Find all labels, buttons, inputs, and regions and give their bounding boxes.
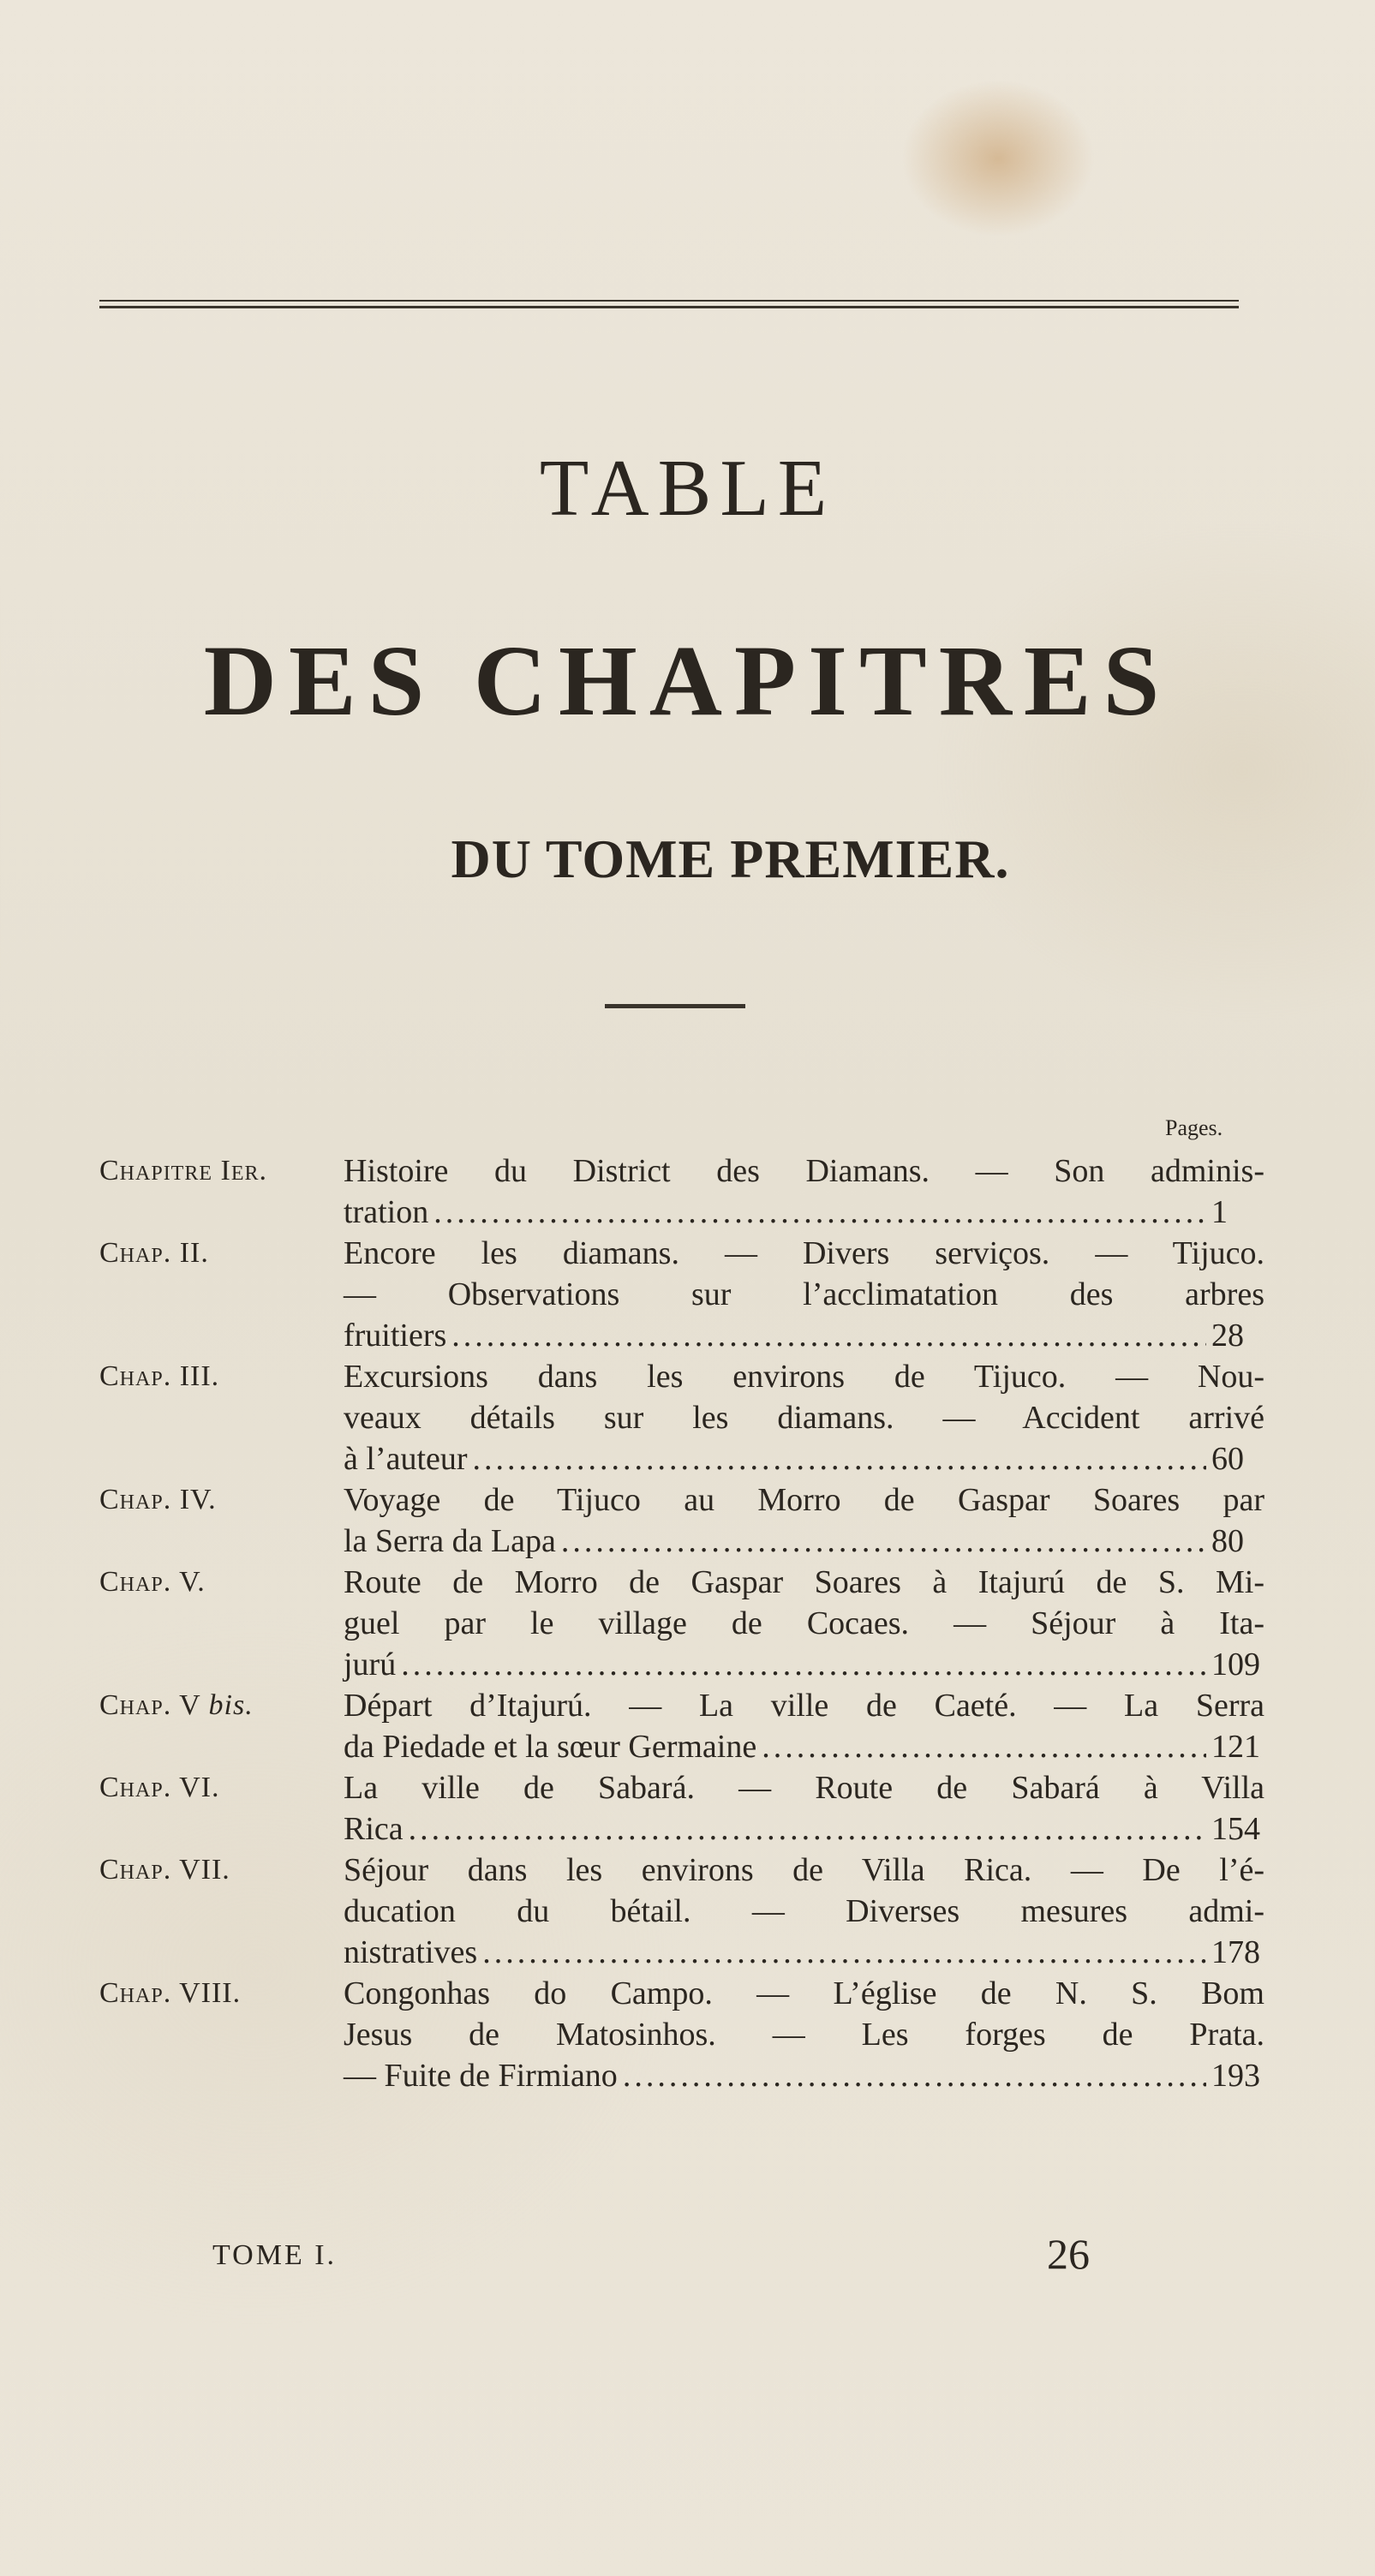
description-last-line	[344, 1521, 1264, 1562]
chapter-description	[344, 1767, 1264, 1850]
description-line: ducation du bétail. — Diverses mesures admi-	[344, 1893, 1264, 1929]
dot-leader	[473, 1438, 1206, 1479]
dot-leader	[433, 1192, 1206, 1233]
chapter-label-italic: bis.	[208, 1689, 254, 1721]
description-line: guel par le village de Cocaes. — Séjour à Ita-	[344, 1605, 1264, 1641]
description-last-line	[344, 1808, 1264, 1850]
dot-leader	[451, 1315, 1206, 1356]
chapter-description	[344, 1685, 1264, 1767]
toc-entry	[99, 1356, 1264, 1479]
chapter-description	[344, 1850, 1264, 1973]
title-des-chapitres: DES CHAPITRES	[203, 625, 1172, 737]
footer-volume-label: TOME I.	[212, 2239, 338, 2271]
chapter-label: Chapitre Ier.	[99, 1155, 267, 1186]
description-line: — Observations sur l’acclimatation des arbres	[344, 1276, 1264, 1312]
page-number: 28	[1211, 1318, 1244, 1354]
page-number: 1	[1211, 1194, 1228, 1230]
description-line-end: fruitiers	[344, 1318, 447, 1354]
short-divider-rule	[605, 1004, 745, 1008]
dot-leader	[762, 1726, 1206, 1767]
footer-signature-mark: 26	[1047, 2230, 1090, 2278]
page-number: 121	[1211, 1729, 1260, 1765]
chapter-description	[344, 1479, 1264, 1562]
description-last-line	[344, 1438, 1264, 1479]
description-line-end: da Piedade et la sœur Germaine	[344, 1729, 757, 1765]
chapter-description	[344, 1973, 1264, 2096]
chapter-label	[99, 1685, 254, 1726]
chapter-description	[344, 1151, 1264, 1233]
page-number: 178	[1211, 1934, 1260, 1970]
dot-leader	[482, 1932, 1206, 1973]
description-last-line	[344, 1932, 1264, 1973]
toc-entry	[99, 1479, 1264, 1562]
pages-column-label: Pages.	[1165, 1115, 1223, 1140]
dot-leader	[401, 1644, 1206, 1685]
toc-entry	[99, 1850, 1264, 1973]
page-number: 154	[1211, 1811, 1260, 1847]
description-last-line	[344, 1192, 1264, 1233]
chapter-label: Chap. VII.	[99, 1854, 230, 1886]
description-last-line	[344, 1644, 1264, 1685]
chapter-label: Chap. VIII.	[99, 1977, 242, 2009]
description-line: Voyage de Tijuco au Morro de Gaspar Soares par	[344, 1482, 1264, 1518]
description-line: Route de Morro de Gaspar Soares à Itajurú de S. Mi-	[344, 1564, 1264, 1600]
table-of-contents	[99, 1151, 1264, 2096]
chapter-label: Chap. VI.	[99, 1772, 220, 1803]
description-line-end: — Fuite de Firmiano	[344, 2058, 618, 2094]
page-number: 109	[1211, 1647, 1260, 1682]
description-line-end: tration	[344, 1194, 429, 1230]
page-number: 60	[1211, 1441, 1244, 1477]
description-line: Congonhas do Campo. — L’église de N. S. Bom	[344, 1975, 1264, 2011]
chapter-label: Chap. IV.	[99, 1484, 217, 1515]
chapter-label: Chap. III.	[99, 1360, 220, 1392]
description-last-line	[344, 2055, 1264, 2096]
toc-entry	[99, 1151, 1264, 1233]
description-last-line	[344, 1315, 1264, 1356]
title-table: TABLE	[539, 444, 836, 533]
description-line: Jesus de Matosinhos. — Les forges de Prata.	[344, 2017, 1264, 2053]
dot-leader	[409, 1808, 1206, 1850]
toc-entry	[99, 1562, 1264, 1685]
chapter-description	[344, 1562, 1264, 1685]
title-du-tome-premier: DU TOME PREMIER.	[451, 828, 1010, 889]
description-line: La ville de Sabará. — Route de Sabará à Villa	[344, 1770, 1264, 1806]
page-number: 80	[1211, 1523, 1244, 1559]
toc-entry	[99, 1767, 1264, 1850]
description-line: Excursions dans les environs de Tijuco. — Nou-	[344, 1359, 1264, 1395]
description-line-end: à l’auteur	[344, 1441, 468, 1477]
description-line: veaux détails sur les diamans. — Accident arrivé	[344, 1400, 1264, 1436]
chapter-description	[344, 1233, 1264, 1356]
description-line-end: la Serra da Lapa	[344, 1523, 556, 1559]
chapter-label: Chap. V.	[99, 1566, 206, 1598]
description-line-end: nistratives	[344, 1934, 478, 1970]
dot-leader	[623, 2055, 1206, 2096]
top-double-rule	[99, 300, 1239, 308]
dot-leader	[561, 1521, 1206, 1562]
toc-entry	[99, 1685, 1264, 1767]
description-line-end: jurú	[344, 1647, 397, 1682]
description-line: Histoire du District des Diamans. — Son adminis-	[344, 1153, 1264, 1189]
description-last-line	[344, 1726, 1264, 1767]
description-line: Séjour dans les environs de Villa Rica. — De l’é-	[344, 1852, 1264, 1888]
toc-entry	[99, 1233, 1264, 1356]
description-line: Départ d’Itajurú. — La ville de Caeté. — La Serra	[344, 1688, 1264, 1724]
toc-entry	[99, 1973, 1264, 2096]
chapter-description	[344, 1356, 1264, 1479]
description-line-end: Rica	[344, 1811, 404, 1847]
chapter-label-text: Chap. V	[99, 1689, 201, 1721]
page-number: 193	[1211, 2058, 1260, 2094]
description-line: Encore les diamans. — Divers serviços. — Tijuco.	[344, 1235, 1264, 1271]
chapter-label: Chap. II.	[99, 1237, 209, 1269]
